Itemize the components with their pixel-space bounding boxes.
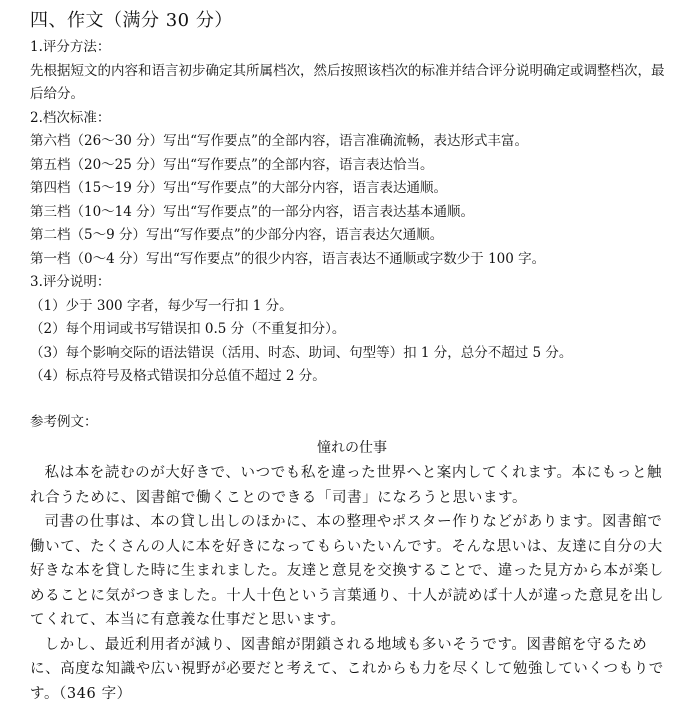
notes-heading: 3.评分说明： <box>30 274 111 290</box>
essay-title: 憧れの仕事 <box>317 440 387 456</box>
note-item: （3）每个影响交际的语法错误（活用、时态、助词、句型等）扣 1 分，总分不超过 5 分。 <box>30 344 573 361</box>
note-item: （4）标点符号及格式错误扣分总值不超过 2 分。 <box>30 368 326 384</box>
method-heading: 1.评分方法： <box>30 39 111 55</box>
spacer <box>30 389 674 411</box>
level-item: 第二档（5～9 分）写出“写作要点”的少部分内容，语言表达欠通顺。 <box>30 227 444 243</box>
level-item: 第三档（10～14 分）写出“写作要点”的一部分内容，语言表达基本通顺。 <box>30 203 474 220</box>
section-title: 四、作文（满分 30 分） <box>30 10 233 31</box>
level-item: 第五档（20～25 分）写出“写作要点”的全部内容，语言表达恰当。 <box>30 156 434 173</box>
sample-label: 参考例文： <box>30 413 98 430</box>
level-item: 第一档（0～4 分）写出“写作要点”的很少内容，语言表达不通顺或字数少于 100 字。 <box>30 250 546 267</box>
essay-paragraph: 私は本を読むのが大好きで、いつでも私を違った世界へと案内してくれます。本にもっと触れ合うために、図書館で働くことのできる「司書」になろうと思います。 <box>30 465 663 506</box>
note-item: （1）少于 300 字者，每少写一行扣 1 分。 <box>30 297 293 314</box>
level-item: 第六档（26～30 分）写出“写作要点”的全部内容，语言准确流畅，表达形式丰富。 <box>30 133 528 149</box>
levels-heading: 2.档次标准： <box>30 109 111 126</box>
method-text: 先根据短文的内容和语言初步确定其所属档次，然后按照该档次的标准并结合评分说明确定或调整档次，最后给分。 <box>30 62 665 102</box>
level-item: 第四档（15～19 分）写出“写作要点”的大部分内容，语言表达通顺。 <box>30 180 447 196</box>
essay-paragraph: しかし、最近利用者が減り、図書館が閉鎖される地域も多いそうです。図書館を守るために、高度な知識や広い視野が必要だと考えて、これからも力を尽くして勉強していくつもりです。（346 字） <box>30 636 664 702</box>
note-item: （2）每个用词或书写错误扣 0.5 分（不重复扣分）。 <box>30 321 346 337</box>
essay-paragraph: 司書の仕事は、本の貸し出しのほかに、本の整理やポスター作りなどがあります。図書館で働いて、たくさんの人に本を好きになってもらいたいんです。そんな思いは、友達に自分の大好きな本を貸した時に生まれました。友達と意見を交換することで、違った見方から本が楽しめることに気がつきました。十人十色という言葉通り、十人が読めば十人が違った意見を出してくれて、本当に有意義な仕事だと思います。 <box>30 514 665 628</box>
